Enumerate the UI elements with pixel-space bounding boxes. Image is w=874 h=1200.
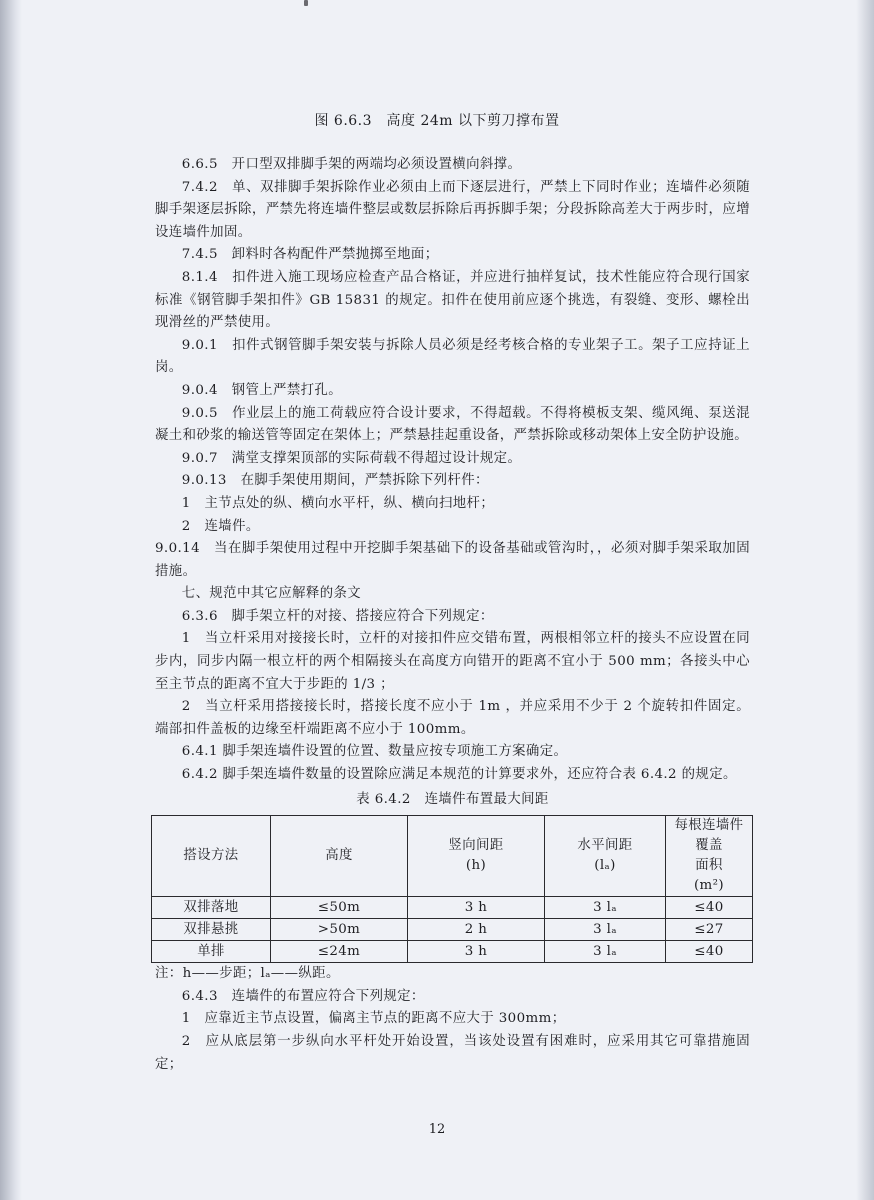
paragraph: 6.3.6 脚手架立杆的对接、搭接应符合下列规定： (181, 608, 494, 624)
paragraph: 9.0.4 钢管上严禁打孔。 (181, 382, 342, 398)
table-cell: 3 lₐ (545, 897, 666, 919)
table-cell: ≤50m (271, 897, 408, 919)
table-cell: 3 lₐ (545, 919, 666, 941)
paragraph: 1 应靠近主节点设置，偏离主节点的距离不应大于 300mm； (181, 1011, 566, 1027)
paragraph: 1 当立杆采用对接接长时，立杆的对接扣件应交错布置，两根相邻立杆的接头不应设置在同步内，同步内隔一根立杆的两个相隔接头在高度方向错开的距离不宜小于 500 mm；各接头中心至主节点的距离不宜大于步距的 1/3 ； (155, 631, 750, 692)
table-header-cell: 高度 (271, 816, 408, 897)
table-cell: >50m (271, 919, 408, 941)
figure-caption: 图 6.6.3 高度 24m 以下剪刀撑布置 (314, 113, 560, 129)
paragraph: 1 主节点处的纵、横向水平杆，纵、横向扫地杆； (181, 495, 495, 511)
table-header-row (152, 816, 753, 897)
table-cell: ≤24m (271, 941, 408, 963)
table-cell: 3 h (408, 897, 545, 919)
page-number: 12 (428, 1122, 446, 1137)
table-header-cell: 竖向间距 (h) (408, 816, 545, 897)
table-cell: 单排 (152, 941, 271, 963)
paragraph: 9.0.5 作业层上的施工荷载应符合设计要求，不得超载。不得将模板支架、缆风绳、泵送混凝土和砂浆的输送管等固定在架体上；严禁悬挂起重设备，严禁拆除或移动架体上安全防护设施。 (155, 405, 750, 444)
spacing-table (151, 815, 753, 963)
section-heading: 七、规范中其它应解释的条文 (181, 586, 362, 602)
paragraph: 2 应从底层第一步纵向水平杆处开始设置，当该处设置有困难时，应采用其它可靠措施固定； (155, 1034, 750, 1072)
paragraph: 7.4.5 卸料时各构配件严禁抛掷至地面； (181, 247, 439, 263)
body-text (155, 154, 750, 1076)
table-cell: ≤40 (666, 897, 753, 919)
paragraph: 2 连墙件。 (181, 518, 260, 534)
scan-shadow-right (856, 0, 874, 1200)
paragraph: 9.0.7 满堂支撑架顶部的实际荷载不得超过设计规定。 (181, 450, 522, 466)
table-cell: 2 h (408, 919, 545, 941)
table-row (152, 897, 753, 919)
table-cell: ≤27 (666, 919, 753, 941)
table-cell: 双排落地 (152, 897, 271, 919)
table-cell: 双排悬挑 (152, 919, 271, 941)
table-header-cell: 每根连墙件覆盖 面积 (m²) (666, 816, 753, 897)
scan-mark (304, 0, 308, 6)
table-row (152, 941, 753, 963)
paragraph: 6.6.5 开口型双排脚手架的两端均必须设置横向斜撑。 (181, 157, 522, 172)
table-cell: 3 lₐ (545, 941, 666, 963)
paragraph: 8.1.4 扣件进入施工现场应检查产品合格证，并应进行抽样复试，技术性能应符合现行国家标准《钢管脚手架扣件》GB 15831 的规定。扣件在使用前应逐个挑选，有裂缝、变形、螺栓出现滑丝的严禁使用。 (155, 269, 750, 331)
paragraph: 7.4.2 单、双排脚手架拆除作业必须由上而下逐层进行，严禁上下同时作业；连墙件必须随脚手架逐层拆除，严禁先将连墙件整层或数层拆除后再拆脚手架；分段拆除高差大于两步时，应增设连墙件加固。 (155, 179, 750, 240)
scan-shadow-left (0, 0, 22, 1200)
paragraph: 6.4.1 脚手架连墙件设置的位置、数量应按专项施工方案确定。 (181, 744, 568, 760)
table-caption: 表 6.4.2 连墙件布置最大间距 (356, 791, 549, 807)
paragraph: 6.4.2 脚手架连墙件数量的设置除应满足本规范的计算要求外，还应符合表 6.4.2 的规定。 (181, 767, 737, 783)
table-header-cell: 搭设方法 (152, 816, 271, 897)
table-note: 注：h——步距；lₐ——纵距。 (155, 966, 340, 982)
paragraph: 9.0.13 在脚手架使用期间，严禁拆除下列杆件： (181, 473, 489, 489)
table-row (152, 919, 753, 941)
paragraph: 9.0.14 当在脚手架使用过程中开挖脚手架基础下的设备基础或管沟时，，必须对脚手架采取加固措施。 (155, 541, 750, 579)
table-header-cell: 水平间距 (lₐ) (545, 816, 666, 897)
paragraph: 9.0.1 扣件式钢管脚手架安装与拆除人员必须是经考核合格的专业架子工。架子工应持证上岗。 (155, 337, 750, 376)
table-cell: 3 h (408, 941, 545, 963)
paragraph: 2 当立杆采用搭接接长时，搭接长度不应小于 1m ，并应采用不少于 2 个旋转扣件固定。端部扣件盖板的边缘至杆端距离不应小于 100mm。 (155, 699, 750, 737)
table-cell: ≤40 (666, 941, 753, 963)
paragraph: 6.4.3 连墙件的布置应符合下列规定： (181, 988, 425, 1004)
